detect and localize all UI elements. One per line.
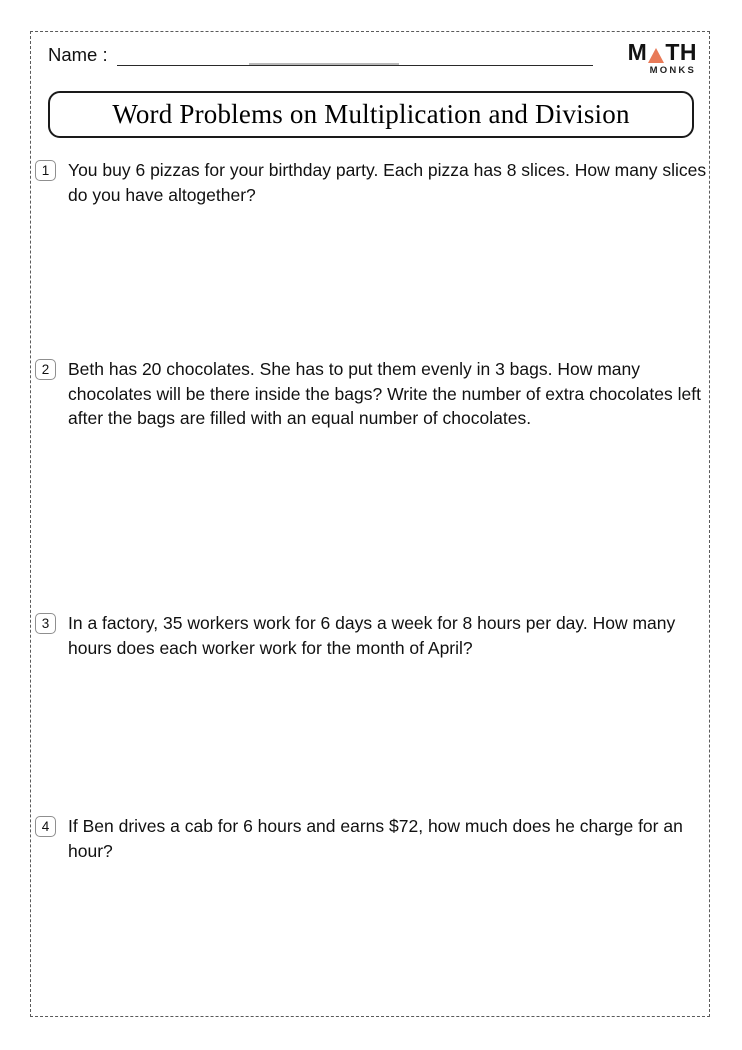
name-block	[48, 41, 593, 66]
problem-number-badge: 2	[35, 359, 56, 380]
logo-letter-m: M	[627, 39, 648, 65]
problem-item-1	[35, 158, 708, 207]
problem-item-4	[35, 814, 708, 863]
page-title: Word Problems on Multiplication and Division	[112, 99, 630, 129]
problem-number-badge: 4	[35, 816, 56, 837]
problem-number-badge: 1	[35, 160, 56, 181]
problem-text: Beth has 20 chocolates. She has to put them evenly in 3 bags. How many chocolates will be there inside the bags? Write the number of extra chocolates left after the bags are filled with an equal number of chocolates.	[68, 359, 701, 428]
name-label: Name :	[48, 44, 108, 65]
problem-text: In a factory, 35 workers work for 6 days a week for 8 hours per day. How many hours does each worker work for the month of April?	[68, 613, 676, 658]
name-input-line[interactable]	[117, 47, 593, 66]
title-box	[48, 91, 694, 138]
logo-subtext-monks: MONKS	[649, 65, 696, 76]
problem-item-3	[35, 611, 708, 660]
worksheet-header	[48, 41, 697, 76]
math-monks-logo	[628, 41, 697, 76]
name-line-overlay	[249, 63, 399, 65]
logo-wordmark	[628, 41, 697, 64]
logo-letters-th: TH	[665, 39, 697, 65]
triangle-icon	[648, 48, 664, 63]
problem-text: You buy 6 pizzas for your birthday party. Each pizza has 8 slices. How many slices do you have altogether?	[68, 160, 707, 205]
problem-text: If Ben drives a cab for 6 hours and earns $72, how much does he charge for an hour?	[68, 816, 683, 861]
problem-item-2	[35, 357, 708, 431]
worksheet-dashed-border	[30, 31, 710, 1017]
problem-number-badge: 3	[35, 613, 56, 634]
